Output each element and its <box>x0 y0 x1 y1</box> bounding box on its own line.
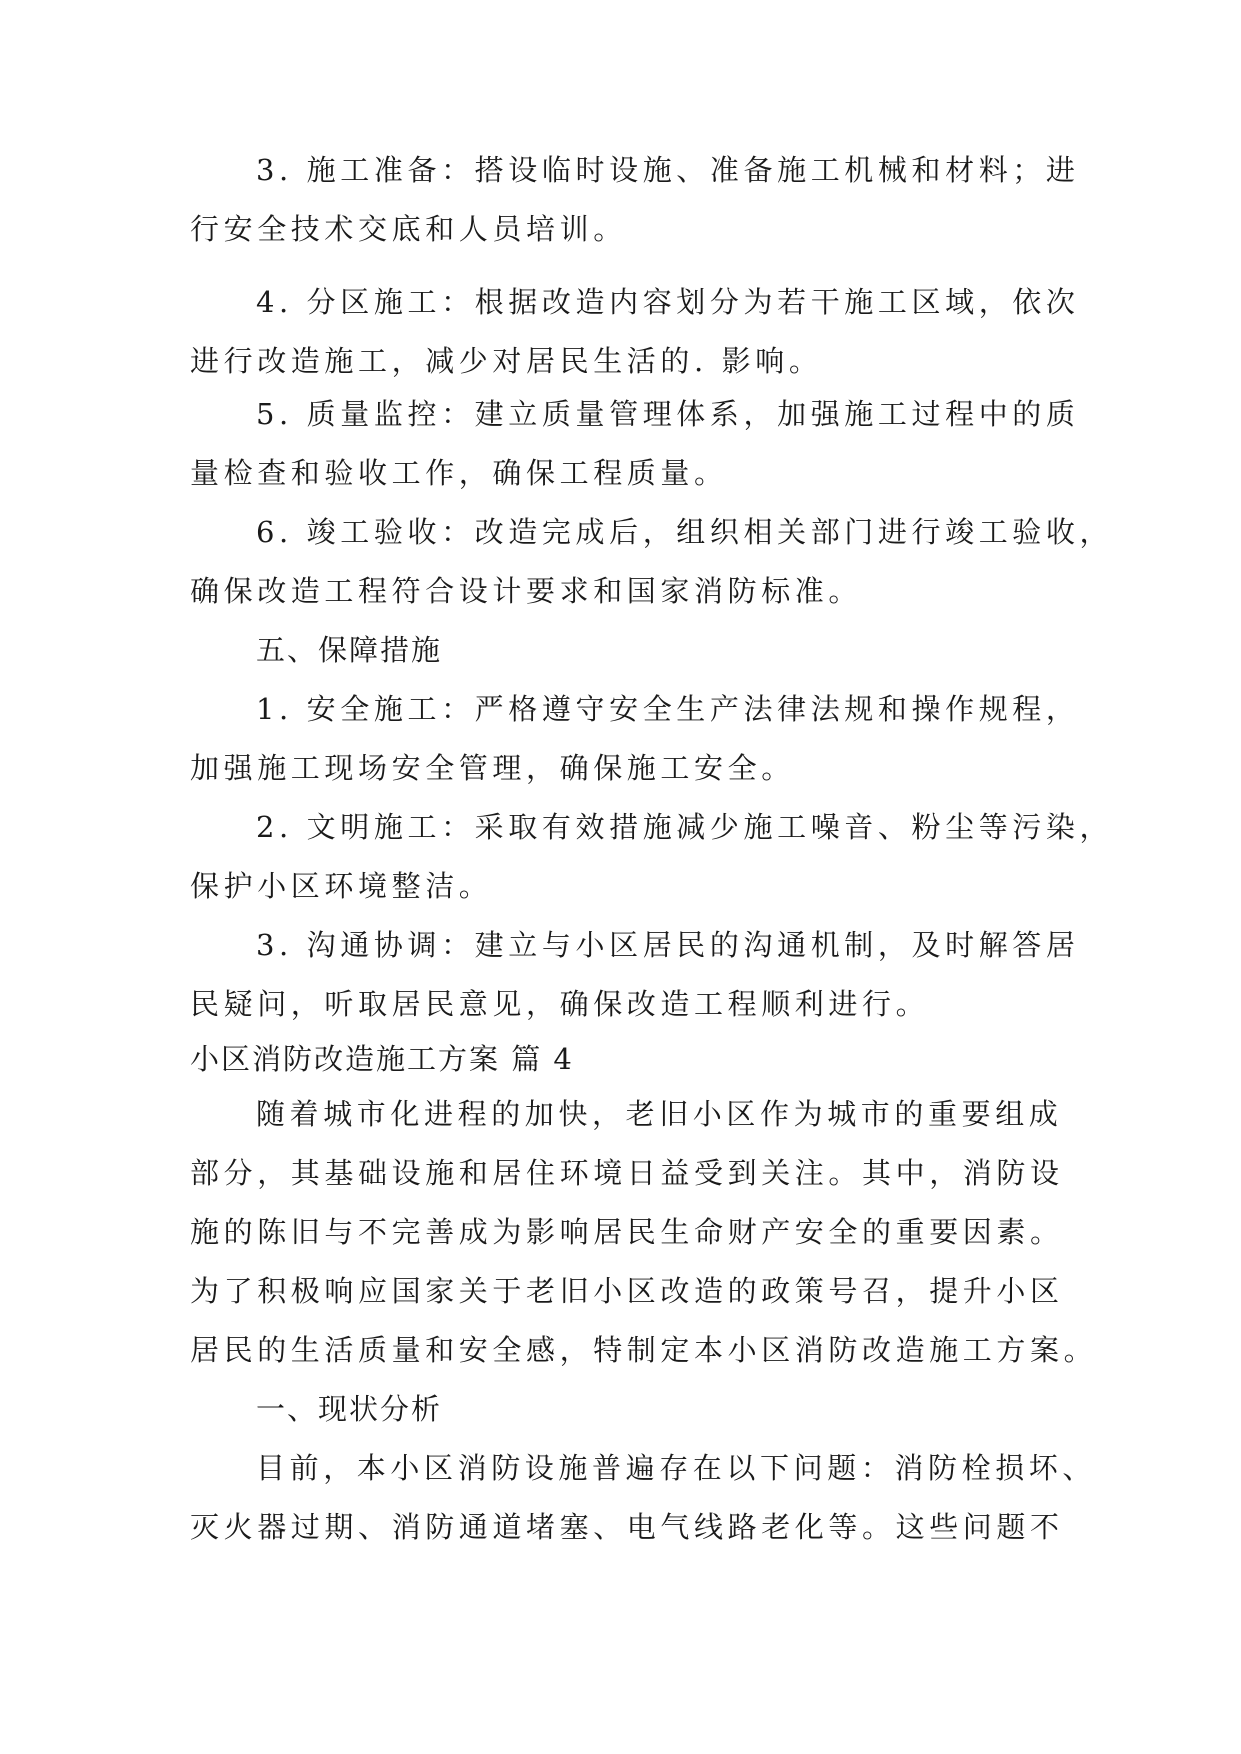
text-line: 保护小区环境整洁。 <box>190 869 493 903</box>
text-line: 为了积极响应国家关于老旧小区改造的政策号召，提升小区 <box>190 1274 1064 1308</box>
section-heading: 五、保障措施 <box>256 633 443 667</box>
text-line: 目前，本小区消防设施普遍存在以下问题：消防栓损坏、 <box>256 1451 1097 1485</box>
text-line: 施的陈旧与不完善成为影响居民生命财产安全的重要因素。 <box>190 1215 1064 1249</box>
text-line: 量检查和验收工作，确保工程质量。 <box>190 456 728 490</box>
text-line: 5. 质量监控：建立质量管理体系，加强施工过程中的质 <box>256 397 1080 431</box>
text-line: 1. 安全施工：严格遵守安全生产法律法规和操作规程， <box>256 692 1080 726</box>
text-line: 6. 竣工验收：改造完成后，组织相关部门进行竣工验收， <box>256 515 1114 549</box>
section-heading: 一、现状分析 <box>256 1392 443 1426</box>
text-line: 4. 分区施工：根据改造内容划分为若干施工区域，依次 <box>256 285 1080 319</box>
text-line: 3. 施工准备：搭设临时设施、准备施工机械和材料；进 <box>256 153 1080 187</box>
text-line: 进行改造施工，减少对居民生活的. 影响。 <box>190 344 823 378</box>
text-line: 2. 文明施工：采取有效措施减少施工噪音、粉尘等污染， <box>256 810 1114 844</box>
text-line: 部分，其基础设施和居住环境日益受到关注。其中，消防设 <box>190 1156 1064 1190</box>
chapter-title: 小区消防改造施工方案 篇 4 <box>190 1042 574 1076</box>
text-line: 随着城市化进程的加快，老旧小区作为城市的重要组成 <box>256 1097 1063 1131</box>
text-line: 民疑问，听取居民意见，确保改造工程顺利进行。 <box>190 987 930 1021</box>
text-line: 加强施工现场安全管理，确保施工安全。 <box>190 751 795 785</box>
text-line: 居民的生活质量和安全感，特制定本小区消防改造施工方案。 <box>190 1333 1098 1367</box>
text-line: 灭火器过期、消防通道堵塞、电气线路老化等。这些问题不 <box>190 1510 1064 1544</box>
text-line: 3. 沟通协调：建立与小区居民的沟通机制，及时解答居 <box>256 928 1080 962</box>
text-line: 确保改造工程符合设计要求和国家消防标准。 <box>190 574 863 608</box>
text-line: 行安全技术交底和人员培训。 <box>190 212 627 246</box>
